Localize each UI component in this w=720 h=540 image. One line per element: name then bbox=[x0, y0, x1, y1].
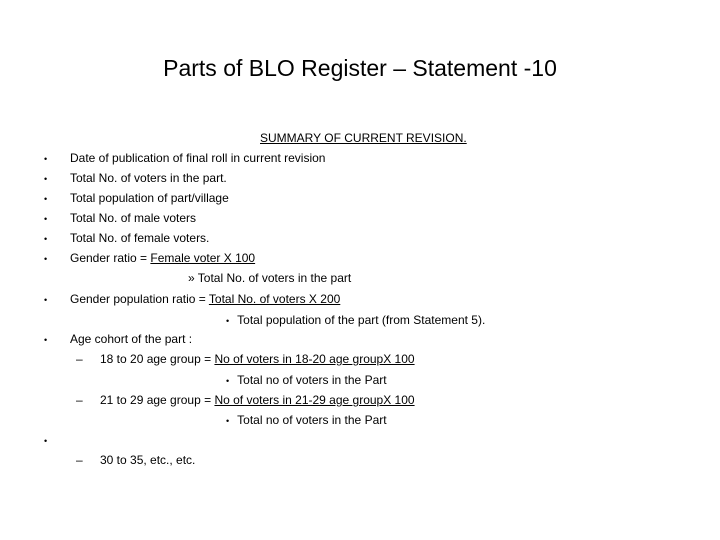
age-group-1-denominator: Total no of voters in the Part bbox=[237, 373, 387, 387]
bullet-1: • bbox=[44, 154, 48, 164]
age-group-2-numerator: No of voters in 21-29 age groupX 100 bbox=[214, 393, 415, 407]
item-total-population: Total population of part/village bbox=[70, 191, 229, 205]
gender-ratio-numerator: Female voter X 100 bbox=[150, 251, 256, 265]
age-group-2-sub-bullet: • bbox=[226, 416, 230, 426]
age-group-1-denominator-row bbox=[226, 372, 387, 389]
age-group-1-prefix: 18 to 20 age group = bbox=[100, 352, 215, 366]
bullet-3: • bbox=[44, 194, 48, 204]
item-gender-population-ratio bbox=[70, 291, 340, 307]
item-age-cohort: Age cohort of the part : bbox=[70, 332, 193, 346]
bullet-4: • bbox=[44, 214, 48, 224]
bullet-2: • bbox=[44, 174, 48, 184]
item-female-voters: Total No. of female voters. bbox=[70, 231, 210, 245]
gender-ratio-denominator: » Total No. of voters in the part bbox=[188, 271, 352, 285]
age-group-1-numerator: No of voters in 18-20 age groupX 100 bbox=[214, 352, 415, 366]
age-group-30-35 bbox=[76, 452, 195, 468]
gender-ratio-prefix: Gender ratio = bbox=[70, 251, 151, 265]
dash-2: – bbox=[76, 393, 83, 407]
age-group-21-29 bbox=[76, 392, 415, 408]
dash-1: – bbox=[76, 352, 83, 366]
age-group-2-prefix: 21 to 29 age group = bbox=[100, 393, 215, 407]
gpr-prefix: Gender population ratio = bbox=[70, 292, 209, 306]
age-group-1-sub-bullet: • bbox=[226, 376, 230, 386]
bullet-7: • bbox=[44, 295, 48, 305]
item-publication-date: Date of publication of final roll in current revision bbox=[70, 151, 326, 165]
age-group-2-denominator-row bbox=[226, 412, 387, 429]
summary-heading bbox=[260, 130, 467, 146]
gpr-sub-bullet: • bbox=[226, 316, 230, 326]
bullet-6: • bbox=[44, 254, 48, 264]
bullet-9: • bbox=[44, 436, 48, 446]
slide-title: Parts of BLO Register – Statement -10 bbox=[163, 55, 557, 81]
item-male-voters: Total No. of male voters bbox=[70, 211, 197, 225]
gpr-denominator-row bbox=[226, 312, 485, 329]
age-group-18-20 bbox=[76, 351, 415, 367]
age-group-2-denominator: Total no of voters in the Part bbox=[237, 413, 387, 427]
bullet-8: • bbox=[44, 335, 48, 345]
summary-heading-text: SUMMARY OF CURRENT REVISION. bbox=[260, 131, 467, 145]
gpr-denominator: Total population of the part (from Statement 5). bbox=[237, 313, 486, 327]
age-group-3-text: 30 to 35, etc., etc. bbox=[100, 453, 196, 467]
gpr-numerator: Total No. of voters X 200 bbox=[208, 292, 341, 306]
item-total-voters: Total No. of voters in the part. bbox=[70, 171, 227, 185]
item-gender-ratio bbox=[70, 250, 255, 266]
bullet-5: • bbox=[44, 234, 48, 244]
dash-3: – bbox=[76, 453, 83, 467]
